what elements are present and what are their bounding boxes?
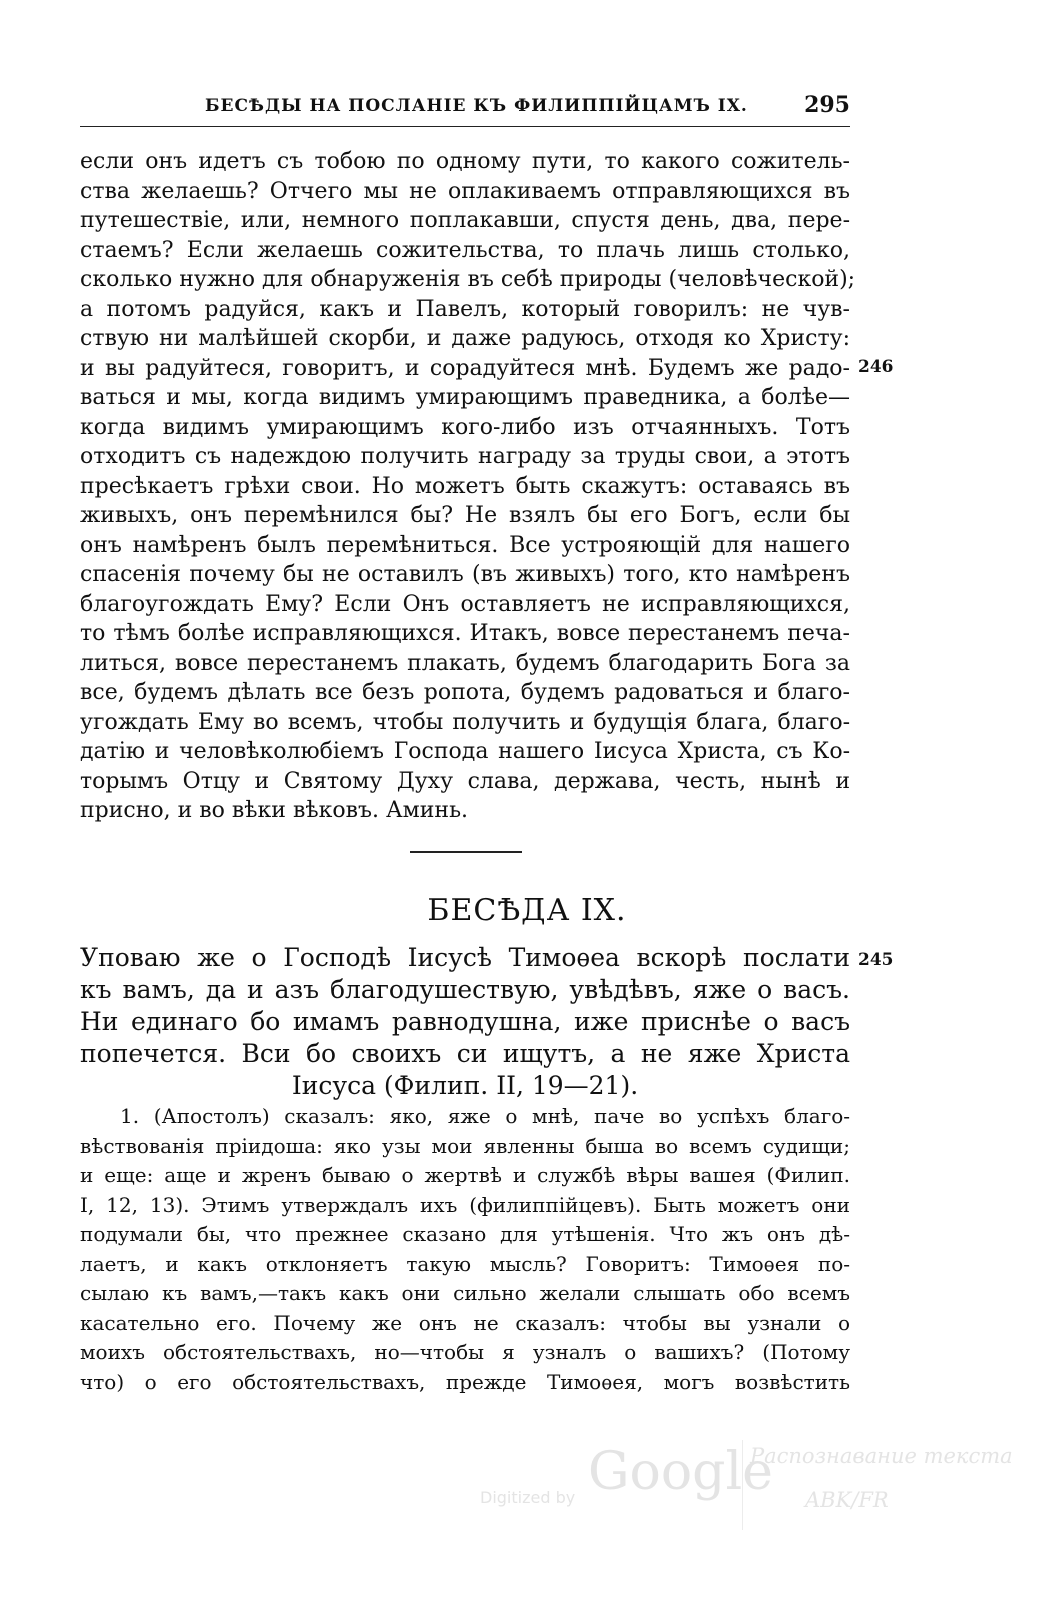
text-line: 1. (Апостолъ) сказалъ: яко, яже о мнѣ, паче во успѣхъ благо- [120,1104,850,1128]
watermark-abk-text: ABK/FR [805,1488,889,1512]
text-line: I, 12, 13). Этимъ утверждалъ ихъ (филиппійцевъ). Быть можетъ они [80,1192,850,1217]
verse-line: Іисуса (Филип. II, 19—21). [291,1071,639,1100]
text-line: и еще: аще и жренъ бываю о жертвѣ и службѣ вѣры вашея (Филип. [80,1163,850,1187]
watermark-divider [742,1440,743,1530]
header-rule [80,126,850,127]
watermark-google-logo: Google [588,1442,773,1502]
text-line: путешествіе, или, немного поплакавши, спустя день, два, пере- [80,208,850,233]
verse-line: Уповаю же о Господѣ Іисусѣ Тимоѳеа вскорѣ послати [80,943,850,972]
text-line: то тѣмъ болѣе исправляющихся. Итакъ, вовсе перестанемъ печа- [80,621,850,646]
text-line: касательно его. Почему же онъ не сказалъ: чтобы вы узнали о [80,1310,850,1335]
text-line: угождать Ему во всемъ, чтобы получить и будущія блага, благо- [80,709,850,735]
text-line: живыхъ, онъ перемѣнился бы? Не взялъ бы его Богъ, если бы [80,503,850,528]
scripture-verse [80,942,850,1102]
text-line: ваться и мы, когда видимъ умирающимъ праведника, а болѣе— [80,385,850,410]
text-line: что) о его обстоятельствахъ, прежде Тимоѳея, могъ возвѣстить [80,1369,850,1394]
text-line: сколько нужно для обнаруженія въ себѣ природы (человѣческой); [80,267,856,292]
running-title: БЕСѢДЫ НА ПОСЛАНІЕ КЪ ФИЛИППІЙЦАМЪ IX. [205,96,748,116]
text-line: ствую ни малѣйшей скорби, и даже радуюсь, отходя ко Христу: [80,326,850,351]
section-separator [410,851,522,853]
text-line: а потомъ радуйся, какъ и Павелъ, который говорилъ: не чув- [80,296,850,322]
verse-line: попечется. Вси бо своихъ си ищутъ, а не яже Христа [80,1039,850,1068]
text-line: и вы радуйтеся, говоритъ, и сорадуйтеся мнѣ. Будемъ же радо- [80,355,850,381]
text-line: ства желаешь? Отчего мы не оплакиваемъ отправляющихся въ [80,178,850,204]
text-line: онъ намѣренъ былъ перемѣниться. Все устрояющій для нашего [80,532,850,558]
text-line: присно, и во вѣки вѣковъ. Аминь. [80,798,469,823]
verse-line: къ вамъ, да и азъ благодушествую, увѣдѣвъ, яже о васъ. [80,975,850,1004]
digitization-watermark [480,1440,1040,1530]
text-line: стаемъ? Если желаешь сожительства, то плачь лишь столько, [80,237,850,263]
text-line: литься, вовсе перестанемъ плакать, будемъ благодарить Бога за [80,650,850,676]
commentary-paragraph [80,1102,850,1397]
text-line: все, будемъ дѣлать все безъ ропота, будемъ радоваться и благо- [80,680,850,705]
body-paragraph [80,147,856,826]
text-line: моихъ обстоятельствахъ, но—чтобы я узналъ о вашихъ? (Потому [80,1340,850,1364]
page-number: 295 [804,92,850,118]
text-line: отходитъ съ надеждою получить награду за труды свои, а этотъ [80,444,850,469]
text-line: когда видимъ умирающимъ кого-либо изъ отчаянныхъ. Тотъ [80,414,850,440]
text-line: если онъ идетъ съ тобою по одному пути, то какого сожитель- [80,149,850,174]
text-line: датію и человѣколюбіемъ Господа нашего Іисуса Христа, съ Ко- [80,739,850,764]
text-line: благоугождать Ему? Если Онъ оставляетъ не исправляющихся, [80,591,850,617]
text-line: подумали бы, что прежнее сказано для утѣшенія. Что жъ онъ дѣ- [80,1222,850,1246]
text-line: пресѣкаетъ грѣхи свои. Но можетъ быть скажутъ: оставаясь въ [80,473,850,499]
section-title: БЕСѢДА IX. [427,893,627,928]
watermark-recognition-text: Распознавание текста [750,1444,1013,1468]
running-header [80,92,850,132]
text-line: торымъ Отцу и Святому Духу слава, держава, честь, нынѣ и [80,768,850,794]
watermark-digitized-text: Digitized by [480,1488,576,1507]
margin-number: 246 [858,357,894,377]
text-line: лаетъ, и какъ отклоняетъ такую мысль? Говоритъ: Тимоѳея по- [80,1251,850,1276]
verse-line: Ни единаго бо имамъ равнодушна, иже приснѣе о васъ [80,1007,850,1036]
text-line: спасенія почему бы не оставилъ (въ живыхъ) того, кто намѣренъ [80,562,850,587]
text-line: вѣствованія пріидоша: яко узы мои явленны быша во всемъ судищи; [80,1133,850,1158]
text-line: сылаю къ вамъ,—такъ какъ они сильно желали слышать обо всемъ [80,1281,850,1305]
margin-number: 245 [858,950,894,970]
